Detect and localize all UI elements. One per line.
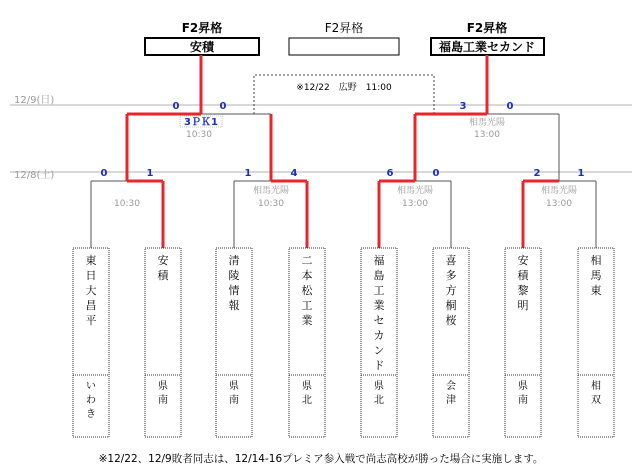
header-label-right: F2昇格 <box>466 21 508 35</box>
team-name: 二本松工業 <box>301 254 313 327</box>
sf2-venue-name: 相馬光陽 <box>468 118 506 128</box>
sf2-score-right: 0 <box>506 101 514 112</box>
team-region: 相双 <box>591 381 601 406</box>
date-label-sf: 12/9(日) <box>14 95 55 106</box>
sf1-pk-label: 3ＰＫ1 <box>184 117 218 128</box>
qf4-venue-name: 相馬光陽 <box>540 186 578 196</box>
team-name: 東日大昌平 <box>85 254 97 327</box>
champion-name-left: 安積 <box>189 40 215 54</box>
team-region: 県南 <box>158 381 168 406</box>
qf3-venue-time: 13:00 <box>402 199 428 209</box>
team-name: 清陵情報 <box>228 254 240 312</box>
team-region: 県南 <box>518 381 528 406</box>
qf4-score-right: 1 <box>577 168 585 179</box>
final-match-connector <box>254 75 434 114</box>
sf1-venue-time: 10:30 <box>186 130 212 140</box>
sf2-score-left: 3 <box>459 101 467 112</box>
team-name: 相馬東 <box>590 254 602 297</box>
team-region: 会津 <box>446 381 456 406</box>
footer-note: ※12/22、12/9敗者同志は、12/14-16プレミア参入戦で尚志高校が勝った場合に実施します。 <box>98 453 544 465</box>
qf4-score-left: 2 <box>533 168 541 179</box>
team-region: いわき <box>86 381 96 420</box>
qf1-score-right: 1 <box>146 168 154 179</box>
final-match-note: ※12/22 広野 11:00 <box>296 83 392 93</box>
qf1-venue-time: 10:30 <box>114 199 140 209</box>
qf3-score-right: 0 <box>432 168 440 179</box>
qf3-venue-name: 相馬光陽 <box>396 186 434 196</box>
qf2-score-right: 4 <box>290 168 298 179</box>
team-region: 県南 <box>229 381 239 406</box>
date-label-qf: 12/8(土) <box>14 170 55 181</box>
sf1-score-left: 0 <box>172 101 180 112</box>
final-winner-box <box>289 38 399 55</box>
team-region: 県北 <box>302 381 312 406</box>
team-name: 喜多方桐桜 <box>445 254 457 327</box>
team-region: 県北 <box>374 381 384 406</box>
qf2-venue-time: 10:30 <box>258 199 284 209</box>
header-label-left: F2昇格 <box>181 21 223 35</box>
team-name: 安積 <box>157 254 169 282</box>
qf4-venue-time: 13:00 <box>546 199 572 209</box>
header-label-center: F2昇格 <box>324 21 364 35</box>
sf2-venue-time: 13:00 <box>474 130 500 140</box>
qf1-score-left: 0 <box>100 168 108 179</box>
qf2-score-left: 1 <box>244 168 252 179</box>
team-boxes <box>73 248 614 437</box>
sf1-score-right: 0 <box>219 101 227 112</box>
team-name: 安積黎明 <box>517 254 529 312</box>
qf3-score-left: 6 <box>386 168 394 179</box>
team-name: 福島工業セカンド <box>373 254 385 372</box>
qf2-venue-name: 相馬光陽 <box>252 186 290 196</box>
champion-name-right: 福島工業セカンド <box>438 40 536 54</box>
